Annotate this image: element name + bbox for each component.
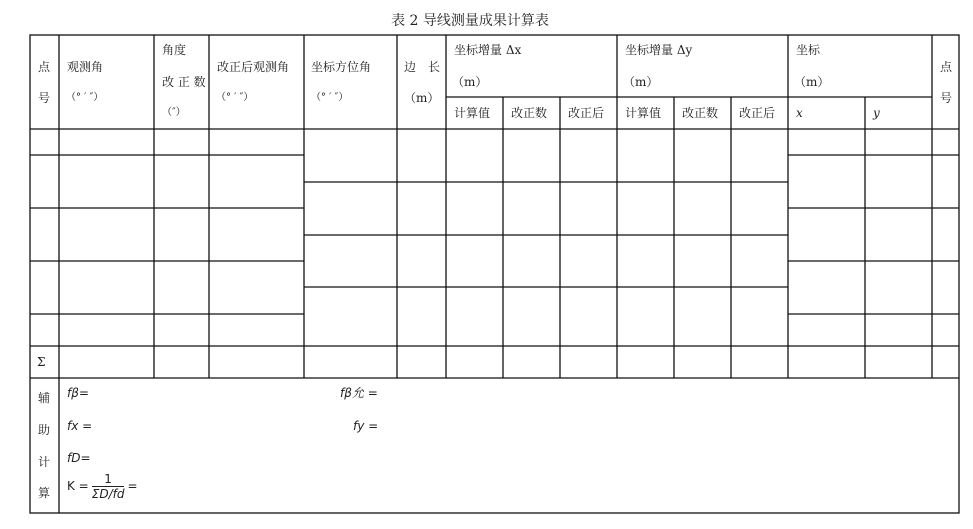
header-coord-unit: （m） (794, 75, 830, 89)
header-side-length-unit: （m） (404, 91, 440, 105)
header-corrected-angle: 改正后观测角 (217, 60, 290, 74)
f-beta-formula: fβ= (67, 386, 89, 400)
subheader-y: y (873, 106, 880, 120)
subheader-dx-calc: 计算值 (454, 106, 491, 120)
k-denominator: ΣD/fd (91, 487, 125, 501)
subheader-dx-corr: 改正数 (511, 106, 548, 120)
header-point-no: 点 (38, 60, 51, 74)
aux-label: 辅 (38, 391, 51, 405)
aux-label: 计 (38, 455, 51, 469)
f-x-formula: fx = (67, 419, 93, 433)
header-dx: 坐标增量 Δx (454, 43, 522, 57)
f-beta-allow-formula: fβ允 = (340, 386, 378, 400)
subheader-dy-corr: 改正数 (682, 106, 719, 120)
header-side-length: 边 长 (404, 60, 441, 74)
k-numerator: 1 (92, 472, 125, 487)
header-dy-unit: （m） (623, 75, 659, 89)
k-formula (67, 472, 138, 501)
header-angle-correction: 改 正 数 (162, 75, 206, 89)
header-angle-correction-unit: （″） (162, 107, 186, 118)
subheader-dx-adjusted: 改正后 (568, 106, 605, 120)
header-angle-correction: 角度 (162, 43, 187, 57)
header-point-no-right: 点 (940, 60, 953, 74)
f-y-formula: fy = (353, 419, 379, 433)
f-d-formula: fD= (67, 451, 91, 465)
header-observed-angle: 观测角 (67, 60, 104, 74)
header-observed-angle-unit: （° ′ ″） (66, 92, 104, 103)
k-fraction (92, 472, 125, 501)
header-point-no-right: 号 (940, 91, 953, 105)
aux-label: 助 (38, 423, 51, 437)
k-lhs: K = (67, 479, 89, 493)
header-dx-unit: （m） (452, 75, 488, 89)
header-dy: 坐标增量 Δy (625, 43, 693, 57)
subheader-x: x (796, 106, 803, 120)
aux-label: 算 (38, 486, 51, 500)
k-equals: = (127, 479, 138, 493)
header-point-no: 号 (38, 91, 51, 105)
header-azimuth: 坐标方位角 (311, 60, 372, 74)
header-azimuth-unit: （° ′ ″） (311, 92, 349, 103)
header-corrected-angle-unit: （° ′ ″） (216, 92, 254, 103)
subheader-dy-calc: 计算值 (625, 106, 662, 120)
header-coord: 坐标 (796, 43, 821, 57)
table-title: 表 2 导线测量成果计算表 (391, 13, 549, 29)
subheader-dy-adjusted: 改正后 (739, 106, 776, 120)
sum-label: Σ (37, 355, 46, 369)
